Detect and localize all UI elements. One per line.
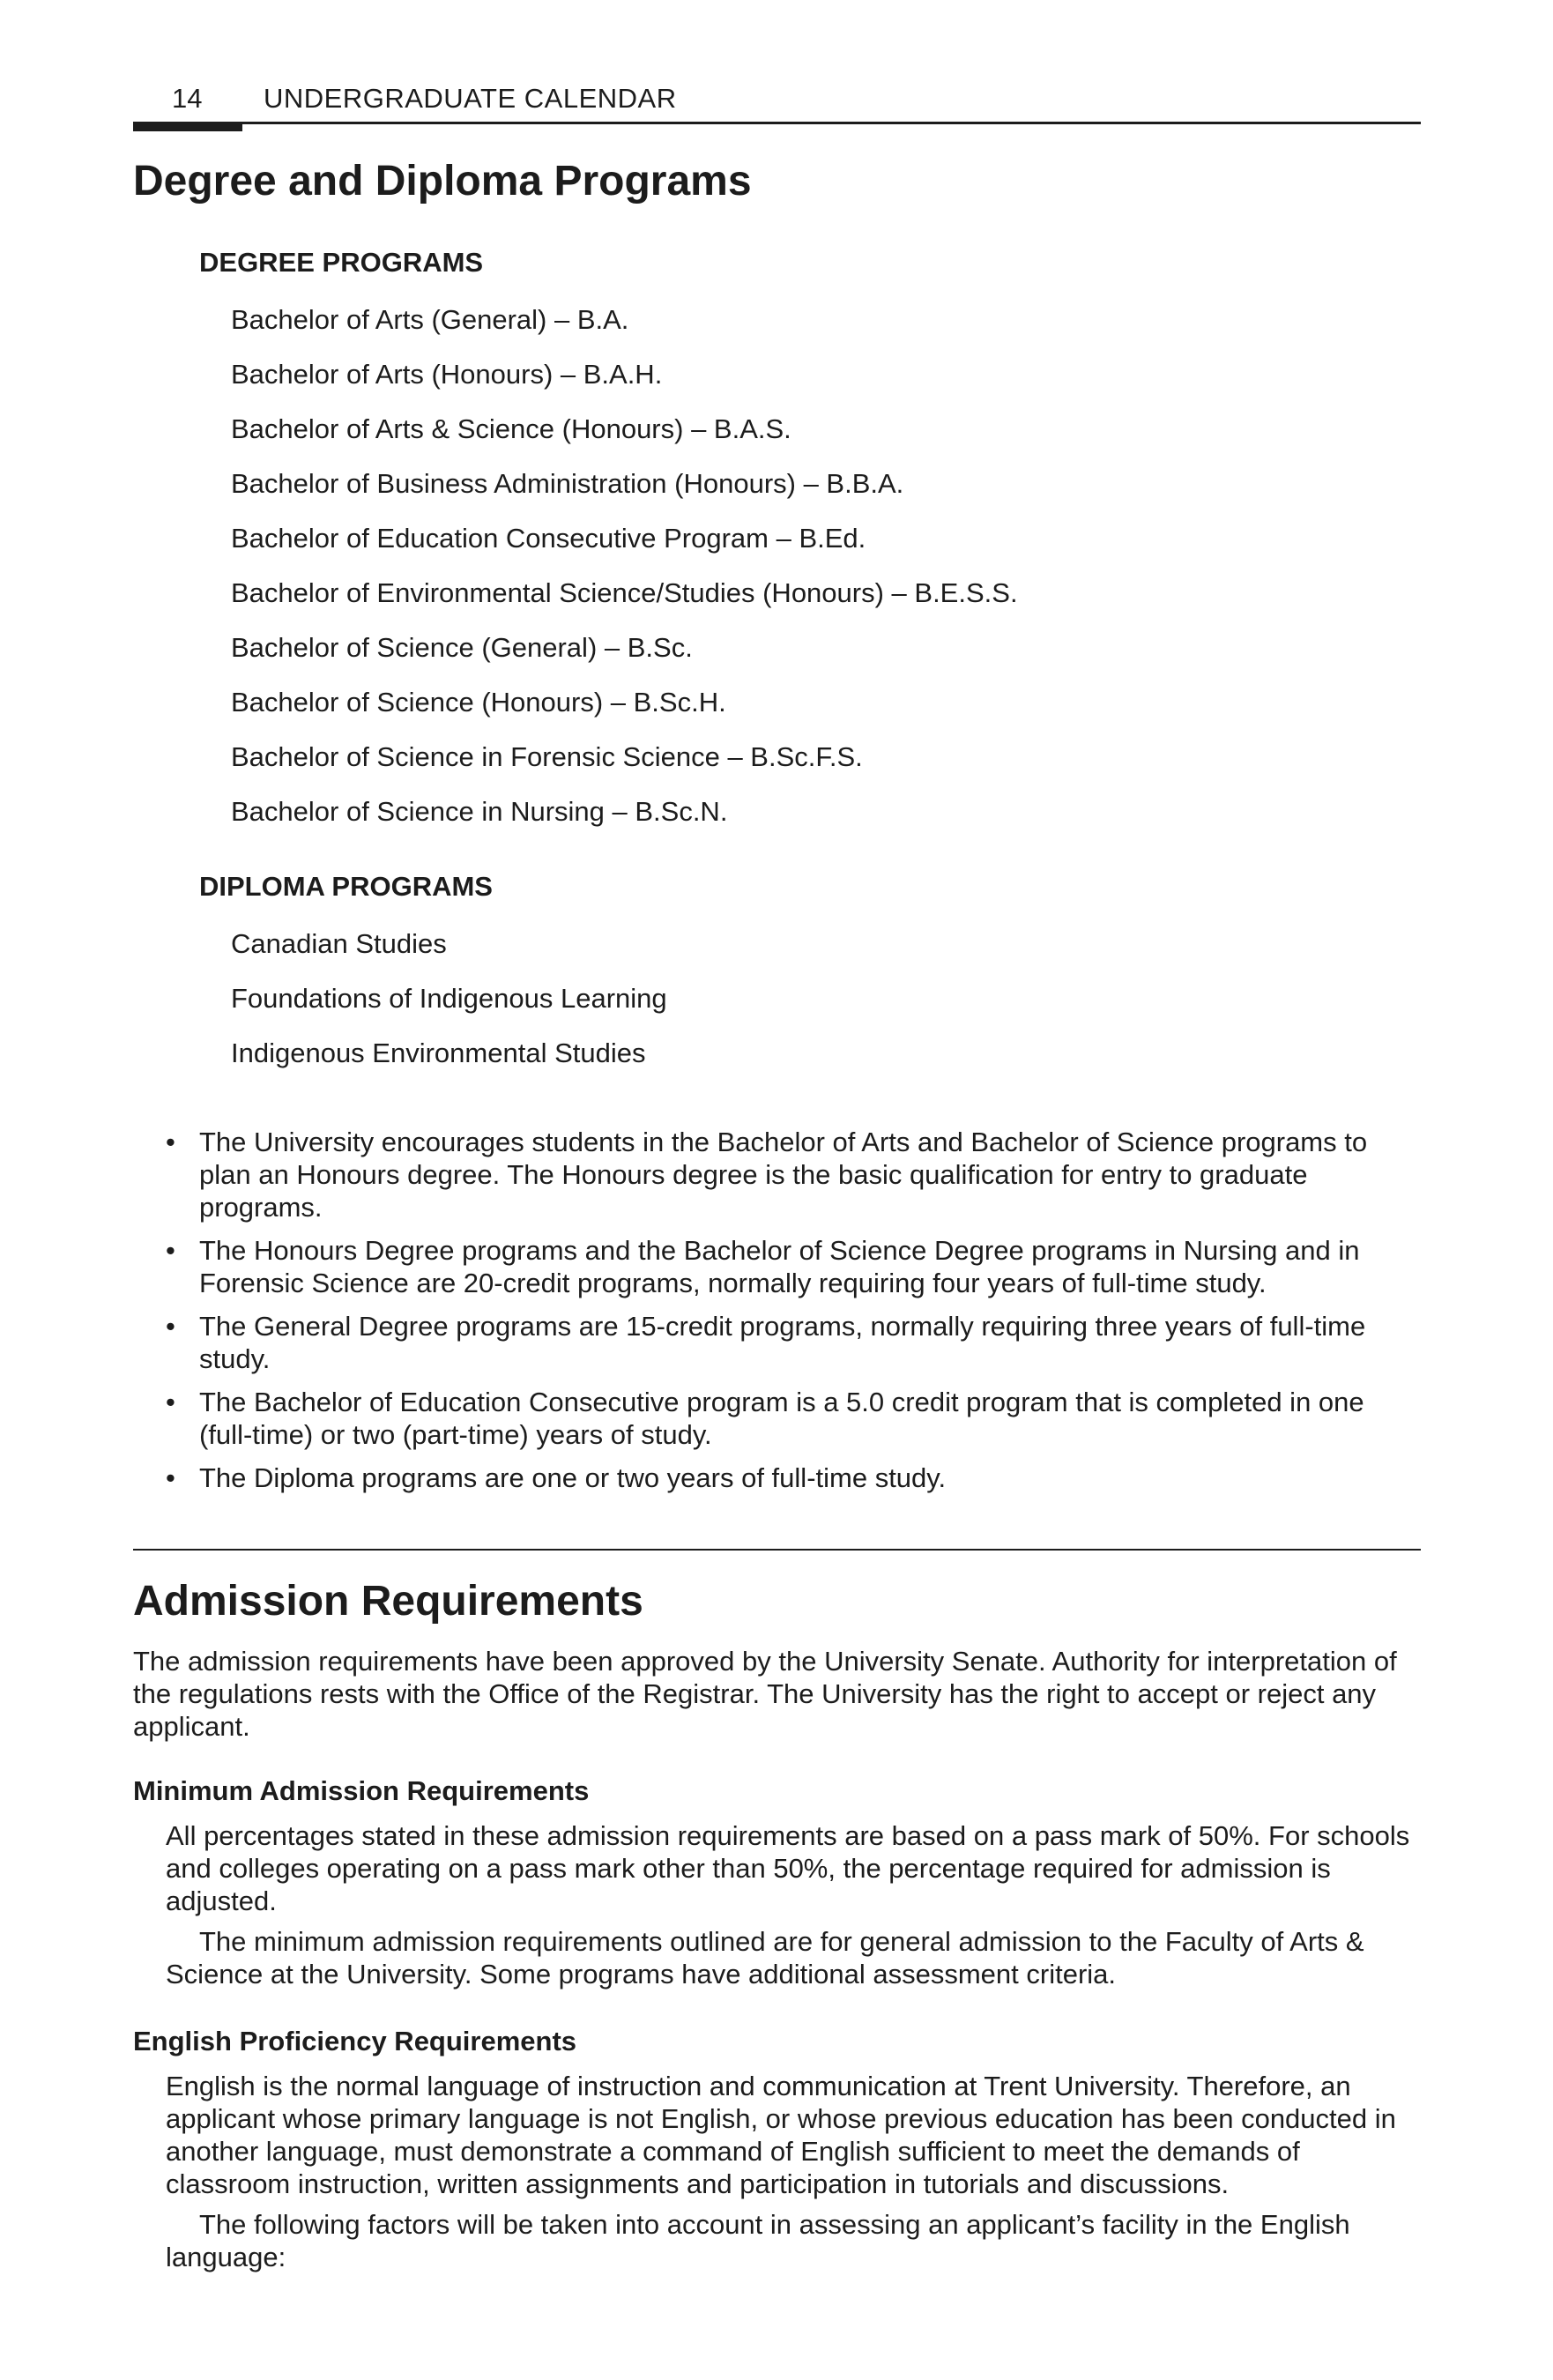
diploma-program-item: Foundations of Indigenous Learning xyxy=(231,983,667,1014)
degree-program-item: Bachelor of Science in Nursing – B.Sc.N. xyxy=(231,796,728,827)
program-note xyxy=(166,1234,1421,1299)
admission-section-title: Admission Requirements xyxy=(133,1578,643,1625)
degree-program-item: Bachelor of Arts (General) – B.A. xyxy=(231,304,629,335)
running-header xyxy=(133,81,1421,136)
program-note-text: The Bachelor of Education Consecutive program is a 5.0 credit program that is completed in one (full-time) or two (part-time) years of study. xyxy=(199,1387,1364,1450)
diploma-program-item: Canadian Studies xyxy=(231,928,447,959)
minimum-requirements-paragraph: All percentages stated in these admission requirements are based on a pass mark of 50%. For schools and colleges operating on a pass mark other than 50%, the percentage required for admission is adjusted. xyxy=(166,1820,1410,1916)
bullet-icon: • xyxy=(166,1311,175,1342)
bullet-icon: • xyxy=(166,1387,175,1417)
header-tab-bar xyxy=(133,124,242,131)
program-note-text: The General Degree programs are 15-credit programs, normally requiring three years of full-time study. xyxy=(199,1311,1366,1374)
degree-program-item: Bachelor of Science (Honours) – B.Sc.H. xyxy=(231,687,726,718)
degree-programs-heading: DEGREE PROGRAMS xyxy=(199,247,484,278)
degree-program-item: Bachelor of Education Consecutive Program – B.Ed. xyxy=(231,523,866,554)
bullet-icon: • xyxy=(166,1462,175,1493)
english-proficiency-heading: English Proficiency Requirements xyxy=(133,2026,577,2056)
page-number: 14 xyxy=(172,83,203,114)
degree-program-item: Bachelor of Business Administration (Honours) – B.B.A. xyxy=(231,468,904,499)
program-note-text: The Honours Degree programs and the Bachelor of Science Degree programs in Nursing and in Forensic Science are 20-credit programs, normally requiring four years of full-time study. xyxy=(199,1235,1360,1298)
english-proficiency-paragraph: English is the normal language of instruction and communication at Trent University. Therefore, an applicant whose primary language is not English, or whose previous education has been conducted in another language, must demonstrate a command of English sufficient to meet the demands of classroom instruction, written assignments and participation in tutorials and discussions. xyxy=(166,2071,1396,2199)
admission-intro-paragraph: The admission requirements have been approved by the University Senate. Authority for interpretation of the regulations rests with the Office of the Registrar. The University has the right to accept or reject any applicant. xyxy=(133,1646,1397,1742)
degree-program-item: Bachelor of Environmental Science/Studies (Honours) – B.E.S.S. xyxy=(231,577,1018,608)
program-note xyxy=(166,1386,1421,1451)
diploma-programs-heading: DIPLOMA PROGRAMS xyxy=(199,871,493,902)
minimum-requirements-paragraph: The minimum admission requirements outlined are for general admission to the Faculty of Arts & Science at the University. Some programs have additional assessment criteria. xyxy=(166,1926,1364,1990)
degree-section-title: Degree and Diploma Programs xyxy=(133,158,752,205)
program-note-text: The Diploma programs are one or two years of full-time study. xyxy=(199,1462,947,1493)
header-rule xyxy=(133,122,1421,124)
program-note xyxy=(166,1461,1421,1494)
degree-programs-list xyxy=(231,293,1018,839)
english-proficiency-paragraph: The following factors will be taken into account in assessing an applicant’s facility in the English language: xyxy=(166,2209,1350,2272)
degree-program-item: Bachelor of Arts & Science (Honours) – B.A.S. xyxy=(231,413,791,444)
diploma-programs-list xyxy=(231,917,667,1081)
degree-program-item: Bachelor of Arts (Honours) – B.A.H. xyxy=(231,359,663,390)
bullet-icon: • xyxy=(166,1235,175,1266)
diploma-program-item: Indigenous Environmental Studies xyxy=(231,1038,646,1068)
degree-program-item: Bachelor of Science in Forensic Science – B.Sc.F.S. xyxy=(231,741,863,772)
program-note xyxy=(166,1126,1421,1223)
program-notes-list xyxy=(166,1126,1421,1505)
program-note xyxy=(166,1310,1421,1375)
program-note-text: The University encourages students in the Bachelor of Arts and Bachelor of Science programs to plan an Honours degree. The Honours degree is the basic qualification for entry to graduate programs. xyxy=(199,1127,1368,1223)
bullet-icon: • xyxy=(166,1127,175,1157)
degree-program-item: Bachelor of Science (General) – B.Sc. xyxy=(231,632,693,663)
minimum-requirements-heading: Minimum Admission Requirements xyxy=(133,1775,590,1806)
section-divider xyxy=(133,1549,1421,1551)
calendar-title: UNDERGRADUATE CALENDAR xyxy=(264,83,677,114)
